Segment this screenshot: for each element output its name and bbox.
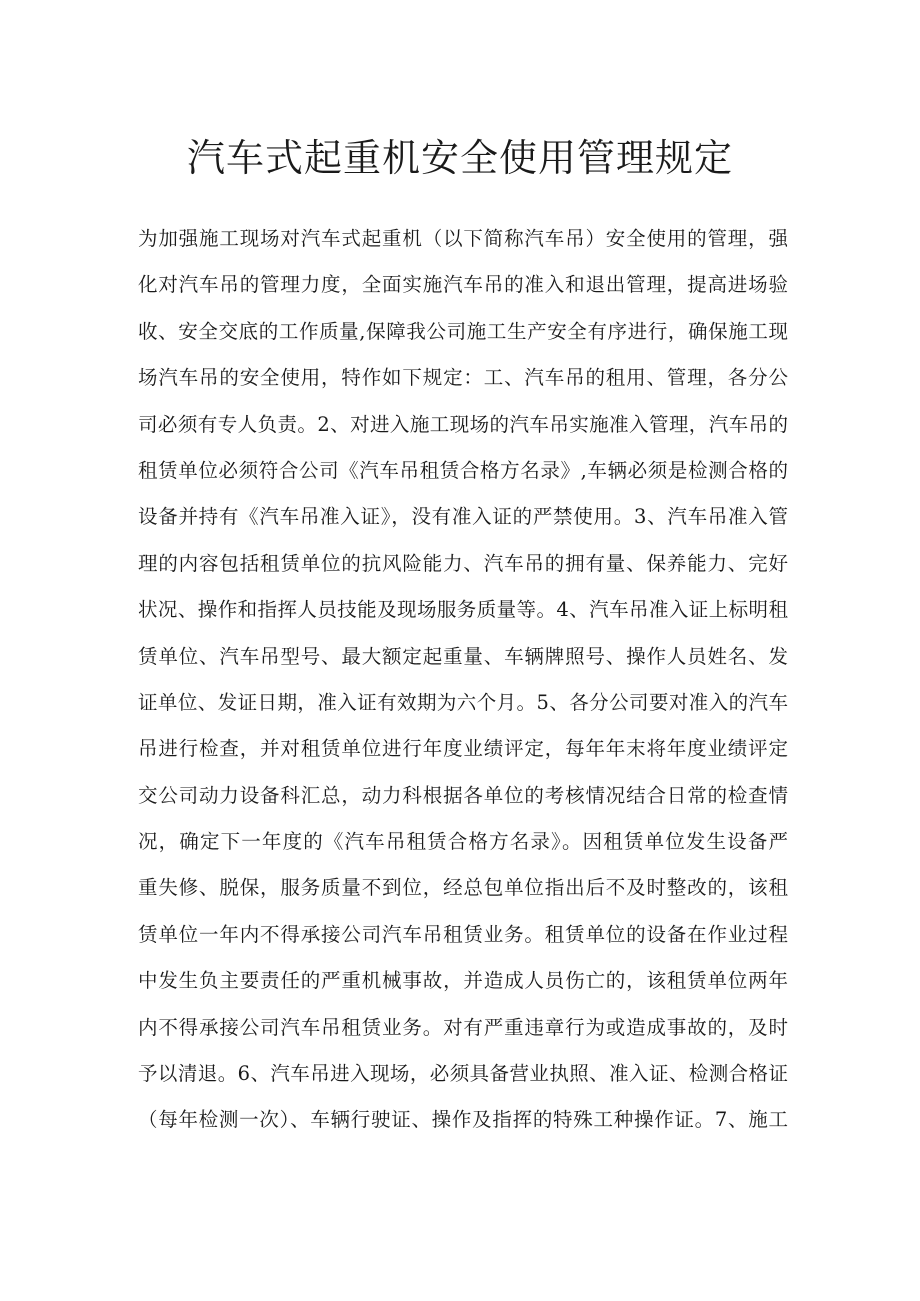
body-line: 交公司动力设备科汇总，动力科根据各单位的考核情况结合日常的检查情	[138, 783, 788, 807]
body-line: 场汽车吊的安全使用，特作如下规定：工、汽车吊的租用、管理，各分公	[138, 366, 788, 390]
body-line: 赁单位、汽车吊型号、最大额定起重量、车辆牌照号、操作人员姓名、发	[138, 644, 788, 668]
document-body	[138, 216, 788, 1144]
body-line: 化对汽车吊的管理力度，全面实施汽车吊的准入和退出管理，提高进场验	[138, 273, 788, 297]
body-line: 赁单位一年内不得承接公司汽车吊租赁业务。租赁单位的设备在作业过程	[138, 922, 788, 946]
body-line: 重失修、脱保，服务质量不到位，经总包单位指出后不及时整改的，该租	[138, 876, 788, 900]
body-line: 理的内容包括租赁单位的抗风险能力、汽车吊的拥有量、保养能力、完好	[138, 551, 788, 575]
body-line: 内不得承接公司汽车吊租赁业务。对有严重违章行为或造成事故的，及时	[138, 1015, 788, 1039]
body-line: 收、安全交底的工作质量,保障我公司施工生产安全有序进行，确保施工现	[138, 319, 788, 343]
document-title: 汽车式起重机安全使用管理规定	[186, 136, 733, 180]
body-line: 为加强施工现场对汽车式起重机（以下简称汽车吊）安全使用的管理，强	[138, 227, 788, 250]
body-line: 司必须有专人负责。2、对进入施工现场的汽车吊实施准入管理，汽车吊的	[138, 412, 788, 436]
body-line: 中发生负主要责任的严重机械事故，并造成人员伤亡的，该租赁单位两年	[138, 969, 788, 993]
body-line: （每年检测一次）、车辆行驶证、操作及指挥的特殊工种操作证。7、施工	[138, 1108, 788, 1132]
body-line: 证单位、发证日期，准入证有效期为六个月。5、各分公司要对准入的汽车	[138, 690, 788, 714]
body-line: 吊进行检查，并对租赁单位进行年度业绩评定，每年年末将年度业绩评定	[138, 737, 788, 761]
body-line: 租赁单位必须符合公司《汽车吊租赁合格方名录》,车辆必须是检测合格的	[138, 458, 788, 482]
body-line: 设备并持有《汽车吊准入证》，没有准入证的严禁使用。3、汽车吊准入管	[138, 505, 788, 529]
body-line: 予以清退。6、汽车吊进入现场，必须具备营业执照、准入证、检测合格证	[138, 1062, 788, 1086]
body-line: 况，确定下一年度的《汽车吊租赁合格方名录》。因租赁单位发生设备严	[138, 830, 788, 854]
body-line: 状况、操作和指挥人员技能及现场服务质量等。4、汽车吊准入证上标明租	[138, 598, 788, 622]
